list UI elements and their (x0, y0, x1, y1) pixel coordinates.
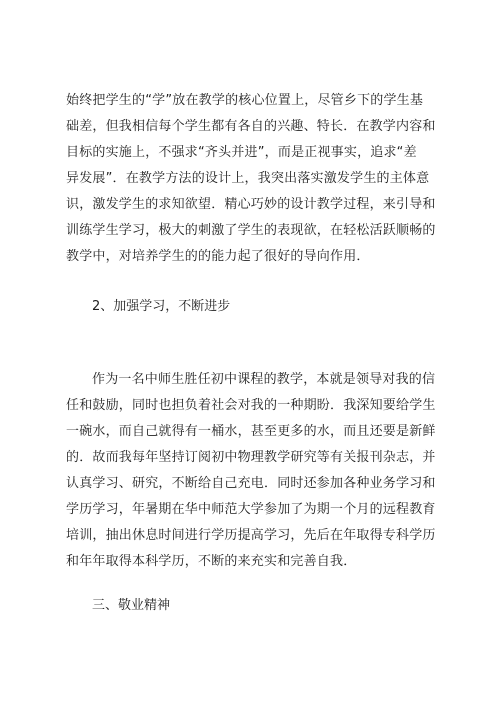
text-line: 培训，抽出休息时间进行学历提高学习，先后在年取得专科学历 (66, 528, 436, 543)
section-heading-dedication: 三、敬业精神 (92, 598, 171, 613)
text-line: 异发展”．在教学方法的设计上，我突出落实激发学生的主体意 (66, 171, 430, 186)
text-line: 础差，但我相信每个学生都有各自的兴趣、特长．在教学内容和 (66, 119, 436, 134)
text-line: 目标的实施上，不强求“齐头并进”，而是正视事实，追求“差 (66, 145, 417, 160)
text-line: 始终把学生的“学”放在教学的核心位置上，尽管乡下的学生基 (66, 93, 424, 108)
text-line: 任和鼓励，同时也担负着社会对我的一种期盼．我深知要给学生 (66, 398, 436, 413)
text-line: 训练学生学习，极大的刺激了学生的表现欲，在轻松活跃顺畅的 (66, 223, 436, 238)
text-line: 识，激发学生的求知欲望．精心巧妙的设计教学过程，来引导和 (66, 197, 436, 212)
section-heading-study: 2、加强学习，不断进步 (92, 299, 231, 314)
text-line: 认真学习、研究，不断给自己充电．同时还参加各种业务学习和 (66, 476, 436, 491)
text-line: 作为一名中师生胜任初中课程的教学，本就是领导对我的信 (92, 372, 436, 387)
text-line: 和年年取得本科学历，不断的来充实和完善自我． (66, 554, 357, 569)
text-line: 一碗水，而自己就得有一桶水，甚至更多的水，而且还要是新鲜 (66, 424, 436, 439)
text-line: 的．故而我每年坚持订阅初中物理教学研究等有关报刊杂志，并 (66, 450, 436, 465)
paragraph-continuous-learning (66, 367, 436, 575)
paragraph-teaching-method (66, 88, 436, 270)
text-line: 教学中，对培养学生的的能力起了很好的导向作用． (66, 249, 370, 264)
text-line: 学历学习，年暑期在华中师范大学参加了为期一个月的远程教育 (66, 502, 436, 517)
